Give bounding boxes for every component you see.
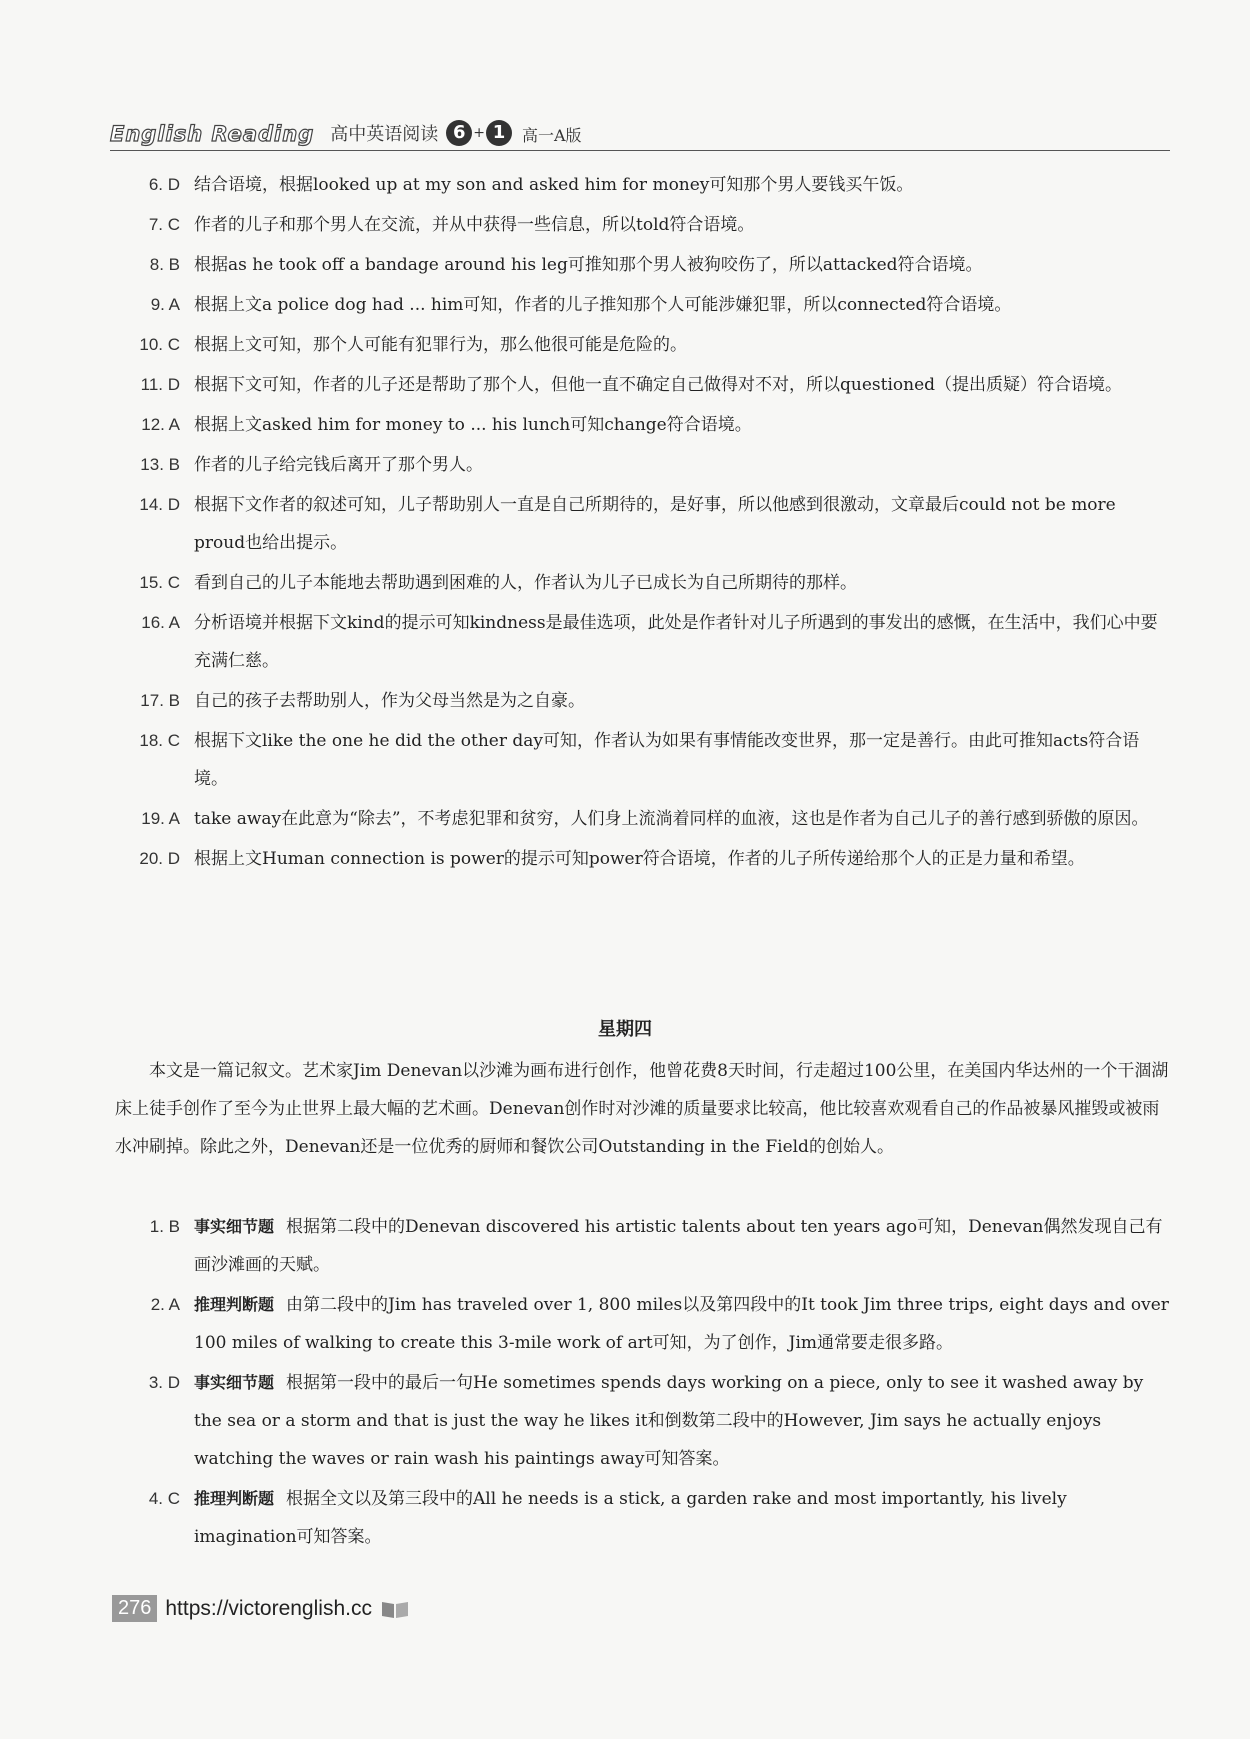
answer-item	[110, 206, 1170, 244]
answer-number: 13. B	[140, 455, 180, 474]
answer-item	[110, 406, 1170, 444]
answer-number: 20. D	[139, 849, 180, 868]
answer-text: 根据as he took off a bandage around his leg可推知那个男人被狗咬伤了，所以attacked符合语境。	[194, 255, 983, 275]
answer-number: 12. A	[141, 415, 180, 434]
answer-item	[110, 326, 1170, 364]
answer-text: 作者的儿子给完钱后离开了那个男人。	[194, 455, 483, 475]
answer-text: 根据下文like the one he did the other day可知，作者认为如果有事情能改变世界，那一定是善行。由此可推知acts符合语境。	[194, 731, 1140, 789]
edition-badge	[446, 120, 512, 146]
answer-text: 分析语境并根据下文kind的提示可知kindness是最佳选项，此处是作者针对儿子所遇到的事发出的感慨，在生活中，我们心中要充满仁慈。	[194, 613, 1158, 671]
answer-number: 17. B	[140, 691, 180, 710]
answer-number: 9. A	[150, 295, 180, 314]
answer-text: 根据下文作者的叙述可知，儿子帮助别人一直是自己所期待的，是好事，所以他感到很激动，文章最后could not be more proud也给出提示。	[194, 495, 1116, 553]
answer-text: 根据全文以及第三段中的All he needs is a stick, a garden rake and most importantly, his lively imagination可知答案。	[194, 1489, 1067, 1547]
question-type-tag: 推理判断题	[194, 1295, 275, 1314]
answer-number: 7. C	[148, 215, 180, 234]
brand-logo: English Reading	[110, 122, 315, 146]
answer-item	[110, 286, 1170, 324]
series-title: 高中英语阅读	[330, 124, 439, 145]
edition-label: 高一A版	[521, 126, 582, 145]
answer-text: 根据上文asked him for money to ... his lunch可知change符合语境。	[194, 415, 752, 435]
answer-number: 19. A	[141, 809, 180, 828]
answer-number: 3. D	[148, 1373, 180, 1392]
answer-item	[110, 446, 1170, 484]
answer-item	[110, 840, 1170, 878]
section-title: 星期四	[598, 1019, 652, 1040]
answer-item	[110, 604, 1170, 680]
answer-text: 作者的儿子和那个男人在交流，并从中获得一些信息，所以told符合语境。	[194, 215, 755, 235]
answer-text: 根据第一段中的最后一句He sometimes spends days working on a piece, only to see it washed away by the sea or a storm and that is just the way he likes it和倒数第二段中的However, Jim says he actually enjoys watching the waves or rain wash his paintings away可知答案。	[194, 1373, 1144, 1469]
answer-text: 结合语境，根据looked up at my son and asked him for money可知那个男人要钱买午饭。	[194, 175, 914, 195]
page-number: 276	[112, 1595, 157, 1622]
answer-number: 1. B	[149, 1217, 180, 1236]
question-type-tag: 事实细节题	[194, 1373, 275, 1392]
answer-text: 自己的孩子去帮助别人，作为父母当然是为之自豪。	[194, 691, 585, 711]
badge-left: 6	[446, 120, 472, 146]
section-intro: 本文是一篇记叙文。艺术家Jim Denevan以沙滩为画布进行创作，他曾花费8天时间，行走超过100公里，在美国内华达州的一个干涸湖床上徒手创作了至今为止世界上最大幅的艺术画。Denevan创作时对沙滩的质量要求比较高，他比较喜欢观看自己的作品被暴风摧毁或被雨水冲刷掉。除此之外，Denevan还是一位优秀的厨师和餐饮公司Outstanding in the Field的创始人。	[115, 1061, 1169, 1157]
answer-number: 18. C	[139, 731, 180, 750]
answer-text: take away在此意为“除去”，不考虑犯罪和贫穷，人们身上流淌着同样的血液，这也是作者为自己儿子的善行感到骄傲的原因。	[194, 809, 1149, 829]
question-type-tag: 推理判断题	[194, 1489, 275, 1508]
answer-item	[110, 1286, 1170, 1362]
answer-number: 8. B	[149, 255, 180, 274]
answer-text: 根据下文可知，作者的儿子还是帮助了那个人，但他一直不确定自己做得对不对，所以questioned（提出质疑）符合语境。	[194, 375, 1123, 395]
answer-item	[110, 366, 1170, 404]
answer-text: 根据上文a police dog had ... him可知，作者的儿子推知那个人可能涉嫌犯罪，所以connected符合语境。	[194, 295, 1012, 315]
answer-item	[110, 166, 1170, 204]
answer-list-1	[110, 166, 1170, 880]
answer-number: 6. D	[148, 175, 180, 194]
badge-right: 1	[486, 120, 512, 146]
answer-text: 根据第二段中的Denevan discovered his artistic talents about ten years ago可知，Denevan偶然发现自己有画沙滩画的天赋。	[194, 1217, 1163, 1275]
page-header	[110, 110, 1170, 151]
answer-text: 由第二段中的Jim has traveled over 1, 800 miles以及第四段中的It took Jim three trips, eight days and over 100 miles of walking to create this 3-mile work of art可知，为了创作，Jim通常要走很多路。	[194, 1295, 1169, 1353]
answer-number: 2. A	[150, 1295, 180, 1314]
answer-item	[110, 722, 1170, 798]
answer-item	[110, 1208, 1170, 1284]
answer-text: 看到自己的儿子本能地去帮助遇到困难的人，作者认为儿子已成长为自己所期待的那样。	[194, 573, 857, 593]
answer-item	[110, 800, 1170, 838]
answer-number: 15. C	[139, 573, 180, 592]
answer-item	[110, 564, 1170, 602]
answer-text: 根据上文Human connection is power的提示可知power符合语境，作者的儿子所传递给那个人的正是力量和希望。	[194, 849, 1085, 869]
answer-number: 10. C	[139, 335, 180, 354]
answer-list-2	[110, 1208, 1170, 1558]
question-type-tag: 事实细节题	[194, 1217, 275, 1236]
answer-item	[110, 1364, 1170, 1478]
answer-text: 根据上文可知，那个人可能有犯罪行为，那么他很可能是危险的。	[194, 335, 687, 355]
book-icon	[380, 1598, 410, 1620]
answer-number: 16. A	[141, 613, 180, 632]
answer-item	[110, 1480, 1170, 1556]
answer-number: 14. D	[139, 495, 180, 514]
footer-url: https://victorenglish.cc	[165, 1596, 372, 1620]
answer-number: 4. C	[148, 1489, 180, 1508]
badge-plus: +	[473, 125, 485, 141]
answer-item	[110, 486, 1170, 562]
page-footer	[112, 1595, 410, 1622]
answer-item	[110, 682, 1170, 720]
answer-number: 11. D	[140, 375, 180, 394]
answer-item	[110, 246, 1170, 284]
